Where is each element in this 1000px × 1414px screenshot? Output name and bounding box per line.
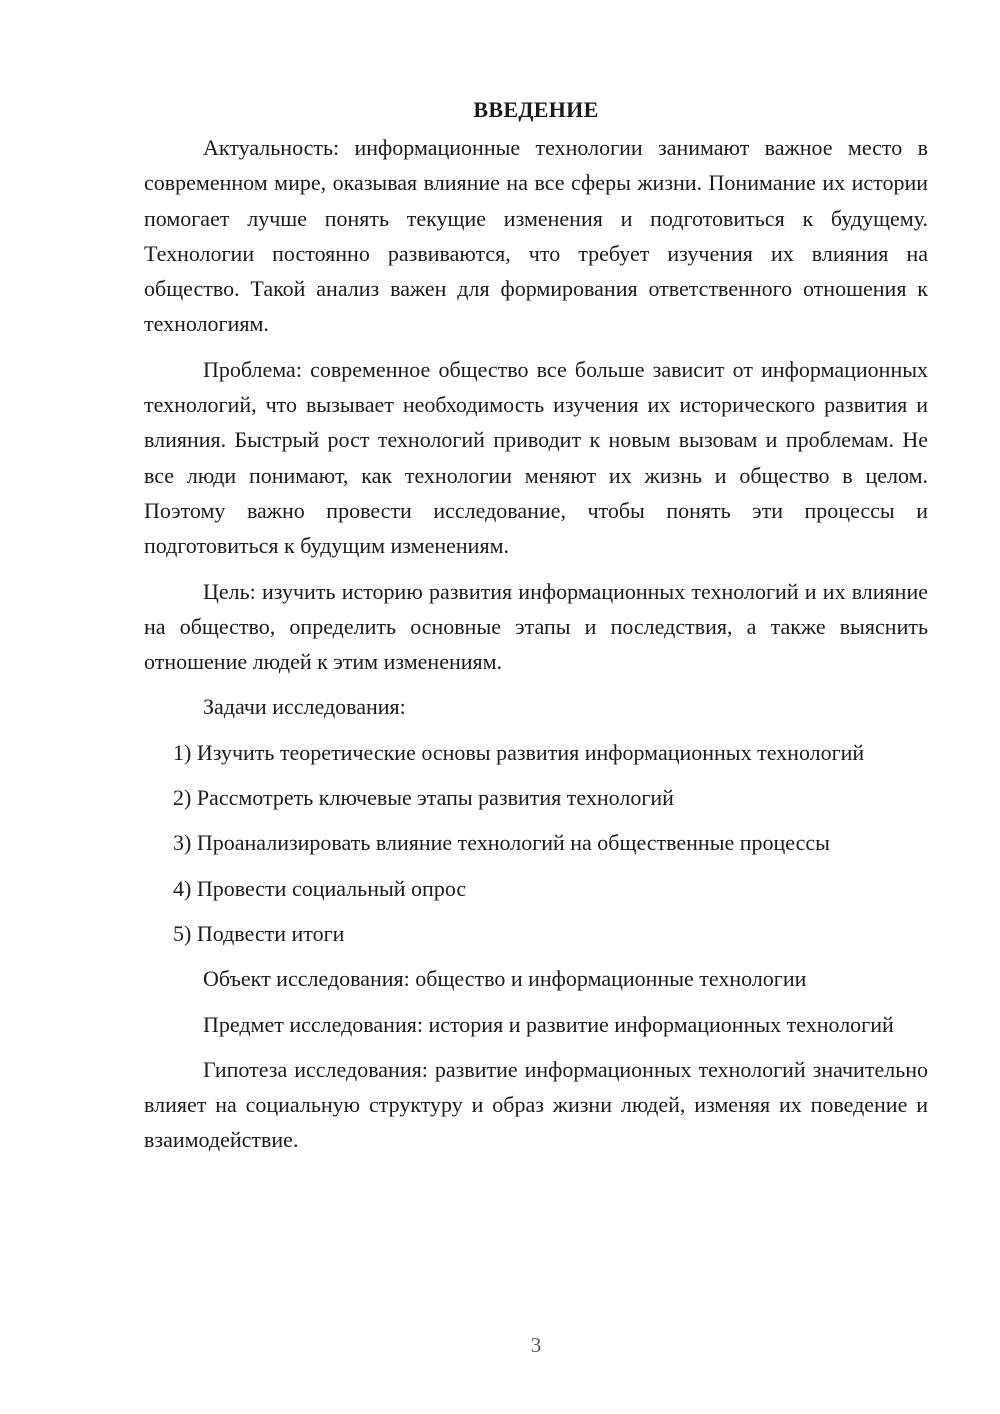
page-number: 3 [530,1333,542,1357]
task-item-3: 3) Проанализировать влияние технологий на общественные процессы [173,830,830,856]
task-item-1: 1) Изучить теоретические основы развития информационных технологий [173,739,865,765]
paragraph-tasks-heading: Задачи исследования: [203,694,406,720]
paragraph-goal: Цель: изучить историю развития информационных технологий и их влияние на общество, определить основные этапы и последствия, а также выяснить отношение людей к этим изменениям. [144,578,928,675]
paragraph-problem: Проблема: современное общество все больше зависит от информационных технологий, что вызывает необходимость изучения их исторического развития и влияния. Быстрый рост технологий приводит к новым вызовам и проблемам. Не все люди понимают, как технологии меняют их жизнь и общество в целом. Поэтому важно провести исследование, чтобы понять эти процессы и подготовиться к будущим изменениям. [144,356,928,559]
paragraph-relevance: Актуальность: информационные технологии занимают важное место в современном мире, оказывая влияние на все сферы жизни. Понимание их истории помогает лучше понять текущие изменения и подготовиться к будущему. Технологии постоянно развиваются, что требует изучения их влияния на общество. Такой анализ важен для формирования ответственного отношения к технологиям. [144,135,928,337]
section-title: ВВЕДЕНИЕ [473,97,599,122]
task-item-2: 2) Рассмотреть ключевые этапы развития технологий [173,785,674,811]
task-item-4: 4) Провести социальный опрос [173,875,467,901]
task-item-5: 5) Подвести итоги [173,920,345,946]
document-page [144,92,928,1158]
paragraph-subject: Предмет исследования: история и развитие информационных технологий [203,1011,894,1037]
paragraph-object: Объект исследования: общество и информационные технологии [203,966,807,992]
paragraph-hypothesis: Гипотеза исследования: развитие информационных технологий значительно влияет на социальную структуру и образ жизни людей, изменяя их поведение и взаимодействие. [144,1056,928,1153]
